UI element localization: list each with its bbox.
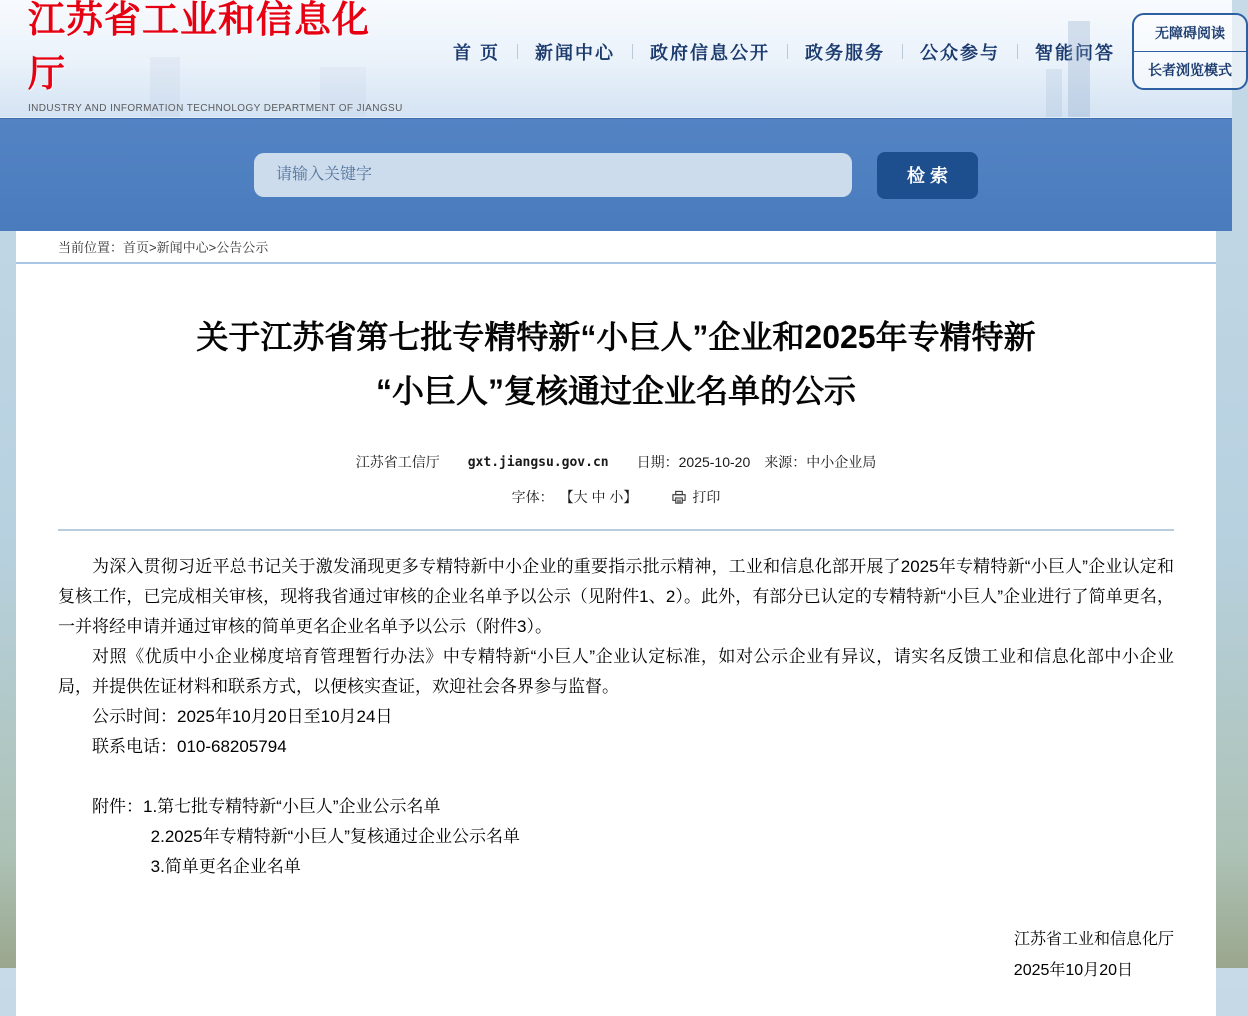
signature-date: 2025年10月20日 <box>1013 962 1133 979</box>
cityscape-decoration <box>1068 21 1090 117</box>
attachment-link-1[interactable]: 1.第七批专精特新“小巨人”企业公示名单 <box>143 797 441 816</box>
attachments-list <box>58 792 1174 882</box>
printer-icon <box>671 490 687 505</box>
breadcrumb-label: 当前位置： <box>58 240 124 255</box>
publicity-period: 公示时间：2025年10月20日至10月24日 <box>92 707 393 726</box>
meta-source-dept: 江苏省工信厅 <box>355 454 440 470</box>
elder-mode-button[interactable]: 长者浏览模式 <box>1134 51 1246 88</box>
nav-item-qa[interactable]: 智能问答 <box>1035 42 1116 63</box>
breadcrumb <box>16 231 1216 264</box>
search-band <box>0 118 1232 231</box>
site-header <box>0 0 1232 118</box>
accessibility-box <box>1132 13 1248 90</box>
nav-item-services[interactable]: 政务服务 <box>805 42 886 63</box>
attachment-row-1 <box>58 792 1174 822</box>
attachment-link-3[interactable]: 3.简单更名企业名单 <box>150 857 301 876</box>
site-logo-title: 江苏省工业和信息化厅 <box>28 0 370 94</box>
nav-item-participation[interactable]: 公众参与 <box>920 42 1001 63</box>
meta-date: 日期：2025-10-20 <box>636 454 751 470</box>
title-divider <box>58 529 1174 531</box>
article <box>16 310 1216 1016</box>
breadcrumb-path[interactable]: 首页>新闻中心>公告公示 <box>123 240 269 255</box>
signature-org: 江苏省工业和信息化厅 <box>1013 931 1174 948</box>
paragraph: 为深入贯彻习近平总书记关于激发涌现更多专精特新中小企业的重要指示批示精神，工业和信息化部开展了2025年专精特新“小巨人”企业认定和复核工作，已完成相关审核，现将我省通过审核的企业名单予以公示（见附件1、2）。此外，有部分已认定的专精特新“小巨人”企业进行了简单更名，一并将经申请并通过审核的简单更名企业名单予以公示（附件3）。 <box>58 557 1174 636</box>
nav-item-home[interactable]: 首 页 <box>453 42 501 63</box>
nav-item-news[interactable]: 新闻中心 <box>535 42 616 63</box>
cityscape-decoration <box>150 57 180 117</box>
font-size-controls[interactable]: 【大 中 小】 <box>559 489 638 505</box>
search-input[interactable] <box>254 153 852 197</box>
page-title-line-2: “小巨人”复核通过企业名单的公示 <box>375 373 856 409</box>
article-meta <box>58 452 1174 472</box>
print-label: 打印 <box>692 489 721 505</box>
meta-site-url: gxt.jiangsu.gov.cn <box>467 454 609 470</box>
accessible-reading-button[interactable]: 无障碍阅读 <box>1155 25 1226 41</box>
signature-block <box>58 924 1174 986</box>
article-tools <box>58 487 1174 507</box>
main-nav <box>436 39 1132 65</box>
article-body <box>58 552 1174 762</box>
paragraph: 对照《优质中小企业梯度培育管理暂行办法》中专精特新“小巨人”企业认定标准，如对公示企业有异议，请实名反馈工业和信息化部中小企业局，并提供佐证材料和联系方式，以便核实查证，欢迎社会各界参与监督。 <box>58 647 1174 696</box>
content-container <box>16 231 1216 1016</box>
meta-origin: 来源：中小企业局 <box>764 454 877 470</box>
print-button[interactable] <box>671 487 720 507</box>
site-logo-subtitle: INDUSTRY AND INFORMATION TECHNOLOGY DEPARTMENT OF JIANGSU <box>28 103 403 114</box>
attachment-link-2[interactable]: 2.2025年专精特新“小巨人”复核通过企业公示名单 <box>150 827 520 846</box>
cityscape-decoration <box>320 67 366 117</box>
search-button[interactable]: 检索 <box>877 152 978 199</box>
page-title-line-1: 关于江苏省第七批专精特新“小巨人”企业和2025年专精特新 <box>196 319 1036 355</box>
page-title <box>58 310 1174 418</box>
cityscape-decoration <box>1046 69 1062 117</box>
contact-phone: 联系电话：010-68205794 <box>92 737 287 756</box>
attachments-label: 附件： <box>92 797 143 816</box>
font-size-label: 字体： <box>511 489 554 505</box>
nav-item-gov-info[interactable]: 政府信息公开 <box>650 42 771 63</box>
